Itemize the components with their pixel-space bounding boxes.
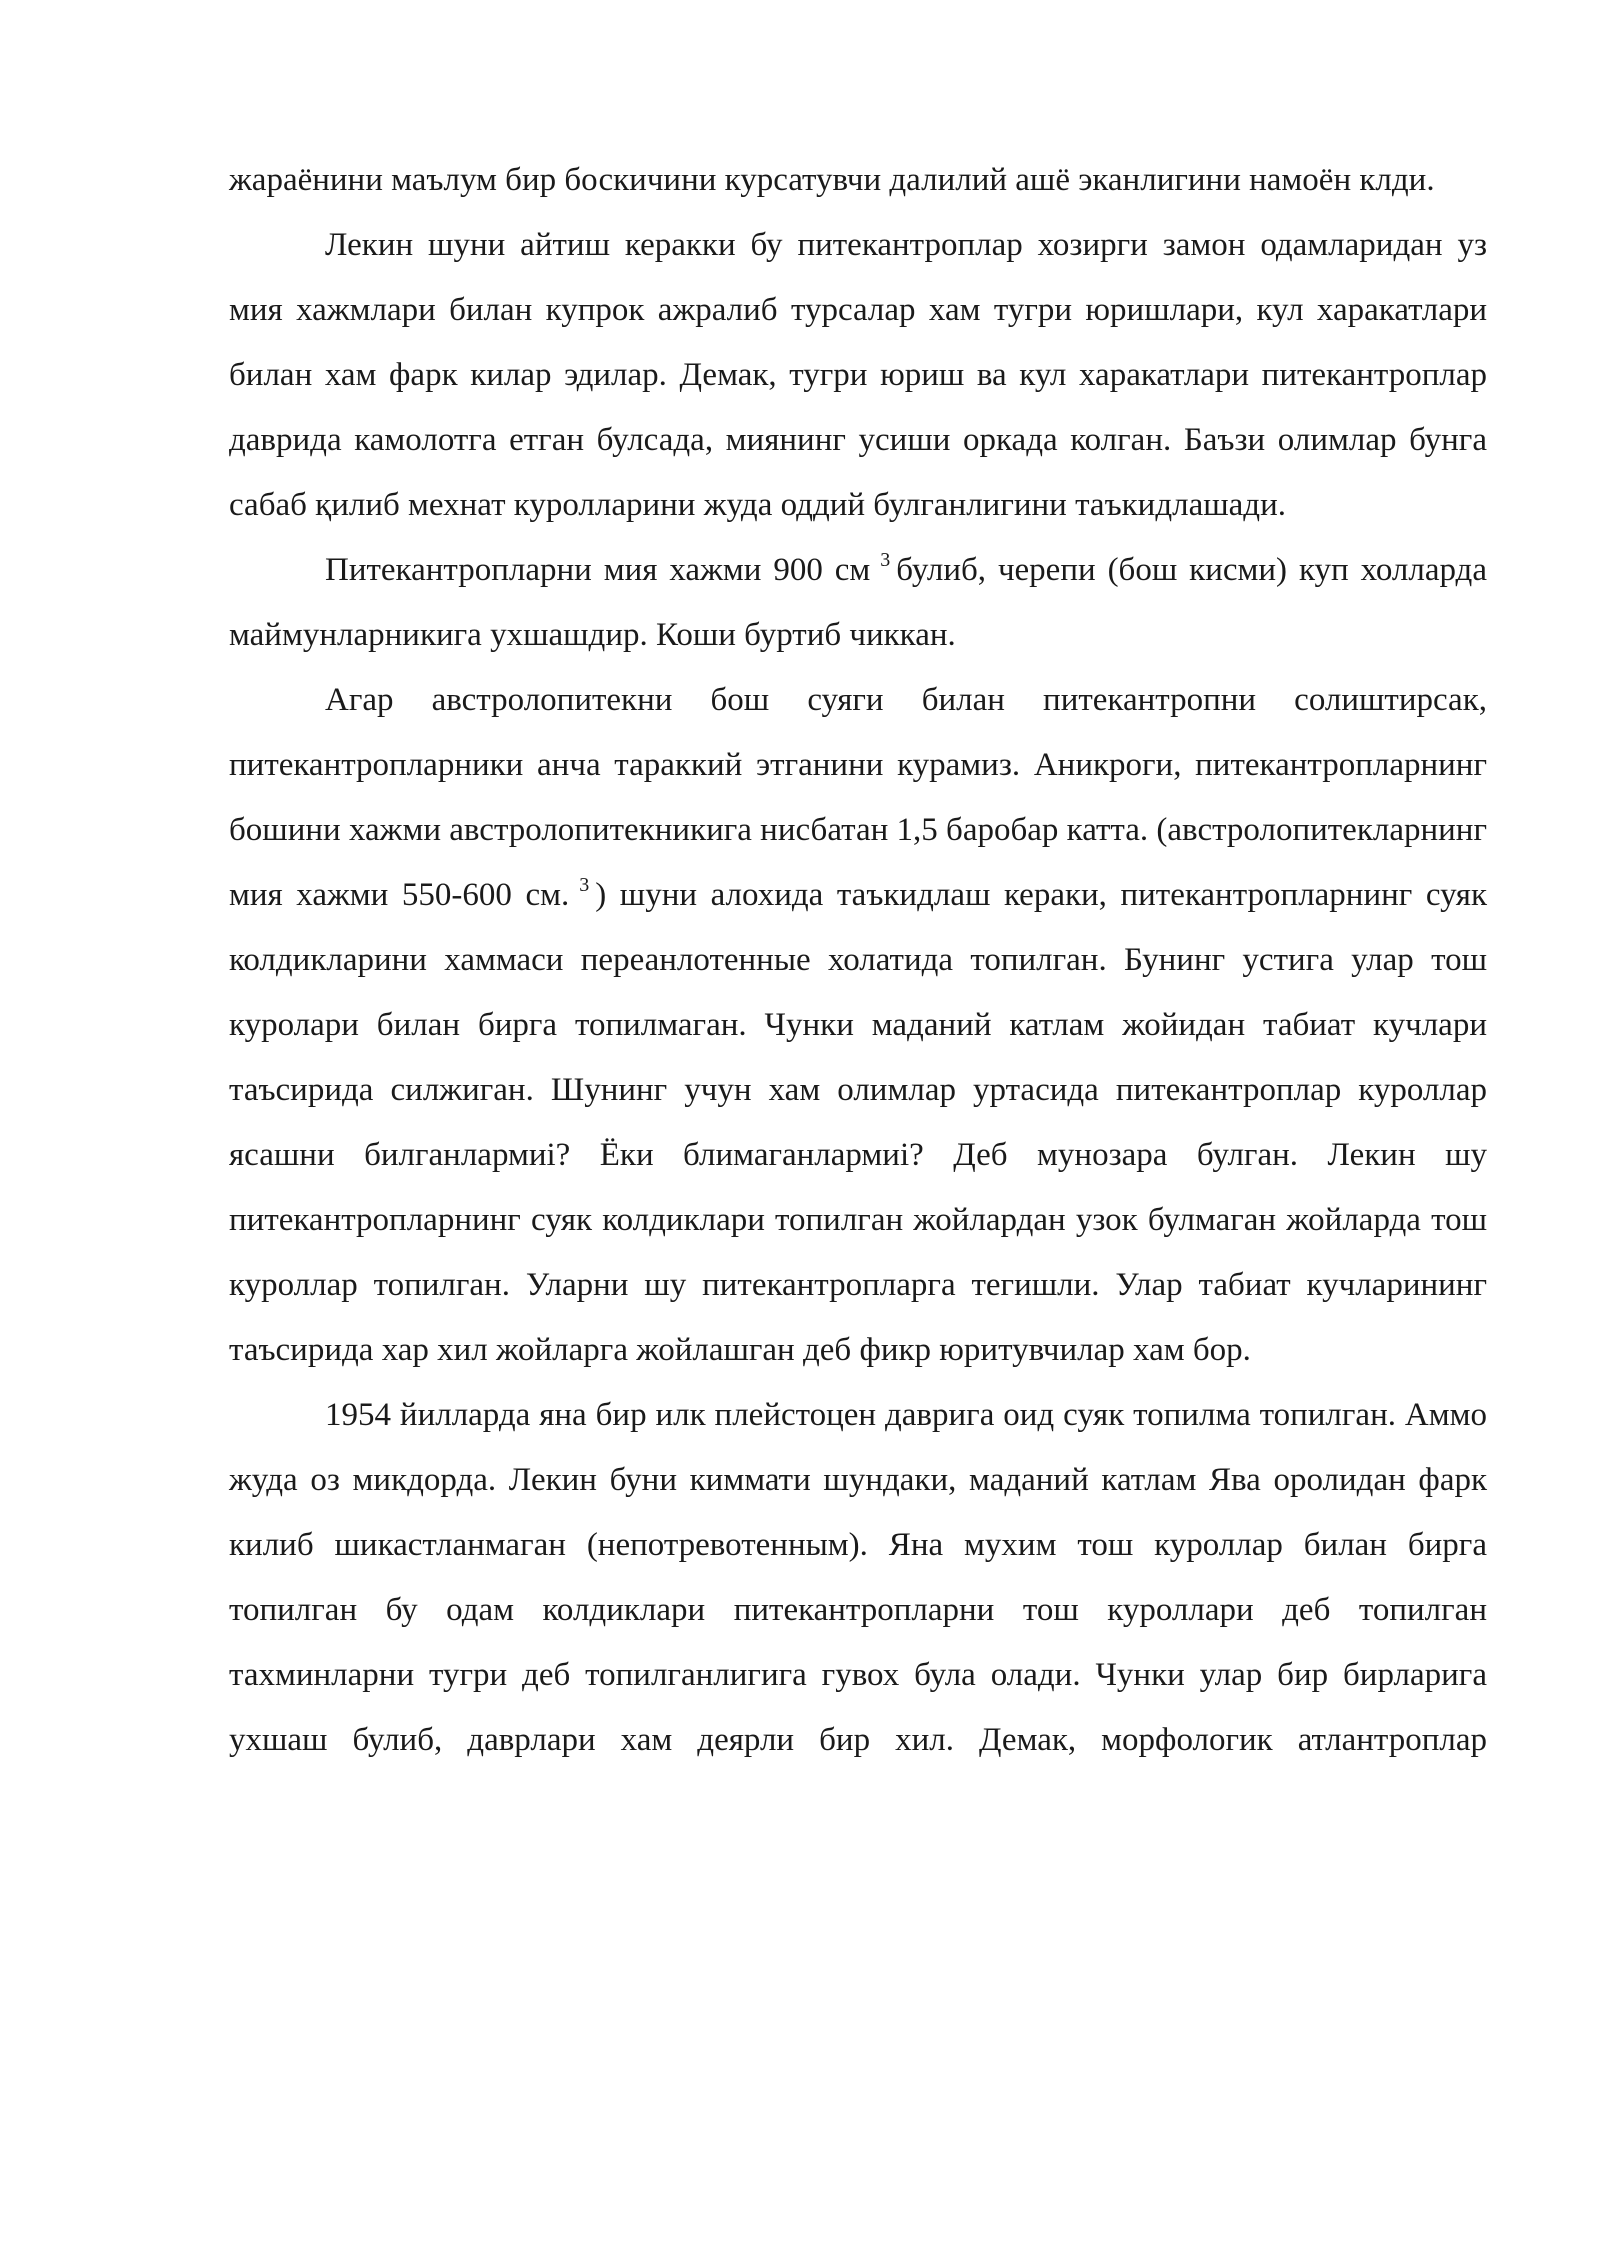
paragraph-1: жараёнини маълум бир боскичини курсатувчи далилий ашё эканлигини намоён клди. bbox=[229, 162, 1435, 198]
superscript-cubic: 3 bbox=[579, 874, 590, 896]
document-page bbox=[229, 148, 1487, 1773]
paragraph-5: 1954 йилларда яна бир илк плейстоцен даврига оид суяк топилма топилган. Аммо жуда оз микдорда. Лекин буни киммати шундаки, маданий катлам Ява оролидан фарк килиб шикастланмаган (непотревотенным). Яна мухим тош куроллар билан бирга топилган бу одам колдиклари питекантропларни тош куроллари деб топилган тахминларни тугри деб топилганлигига гувох була олади. Чунки улар бир бирларига ухшаш булиб, даврлари хам деярли бир хил. Демак, морфологик атлантроплар bbox=[229, 1397, 1487, 1758]
paragraph-4 bbox=[229, 668, 1487, 1383]
paragraph-2: Лекин шуни айтиш керакки бу питекантроплар хозирги замон одамларидан уз мия хажмлари билан купрок ажралиб турсалар хам тугри юришлари, кул харакатлари билан хам фарк килар эдилар. Демак, тугри юриш ва кул харакатлари питекантроплар даврида камолотга етган булсада, миянинг усиши оркада колган. Баъзи олимлар бунга сабаб қилиб мехнат куролларини жуда оддий булганлигини таъкидлашади. bbox=[229, 227, 1487, 523]
paragraph-3 bbox=[229, 538, 1487, 668]
superscript-cubic: 3 bbox=[880, 549, 891, 571]
paragraph-4-text-before: Агар австролопитекни бош суяги билан питекантропни солиштирсак, питекантропларники анча тараккий этганини курамиз. Аникроги, питекантропларнинг бошини хажми австролопитекникига нисбатан 1,5 баробар катта. (австролопитекларнинг мия хажми 550-600 см. bbox=[229, 682, 1487, 913]
paragraph-4-text-after: ) шуни алохида таъкидлаш кераки, питекантропларнинг суяк колдикларини хаммаси переанлотенные холатида топилган. Бунинг устига улар тош куролари билан бирга топилмаган. Чунки маданий катлам жойидан табиат кучлари таъсирида силжиган. Шунинг учун хам олимлар уртасида питекантроплар куроллар ясашни билганлармиi? Ёки блимаганлармиi? Деб мунозара булган. Лекин шу питекантропларнинг суяк колдиклари топилган жойлардан узок булмаган жойларда тош куроллар топилган. Уларни шу питекантропларга тегишли. Улар табиат кучларининг таъсирида хар хил жойларга жойлашган деб фикр юритувчилар хам бор. bbox=[229, 877, 1487, 1368]
paragraph-3-text-before: Питекантропларни мия хажми 900 см bbox=[325, 552, 871, 588]
paragraph-3-text-after: булиб, черепи (бош кисми) куп холларда маймунларникига ухшашдир. Коши буртиб чиккан. bbox=[229, 552, 1487, 653]
